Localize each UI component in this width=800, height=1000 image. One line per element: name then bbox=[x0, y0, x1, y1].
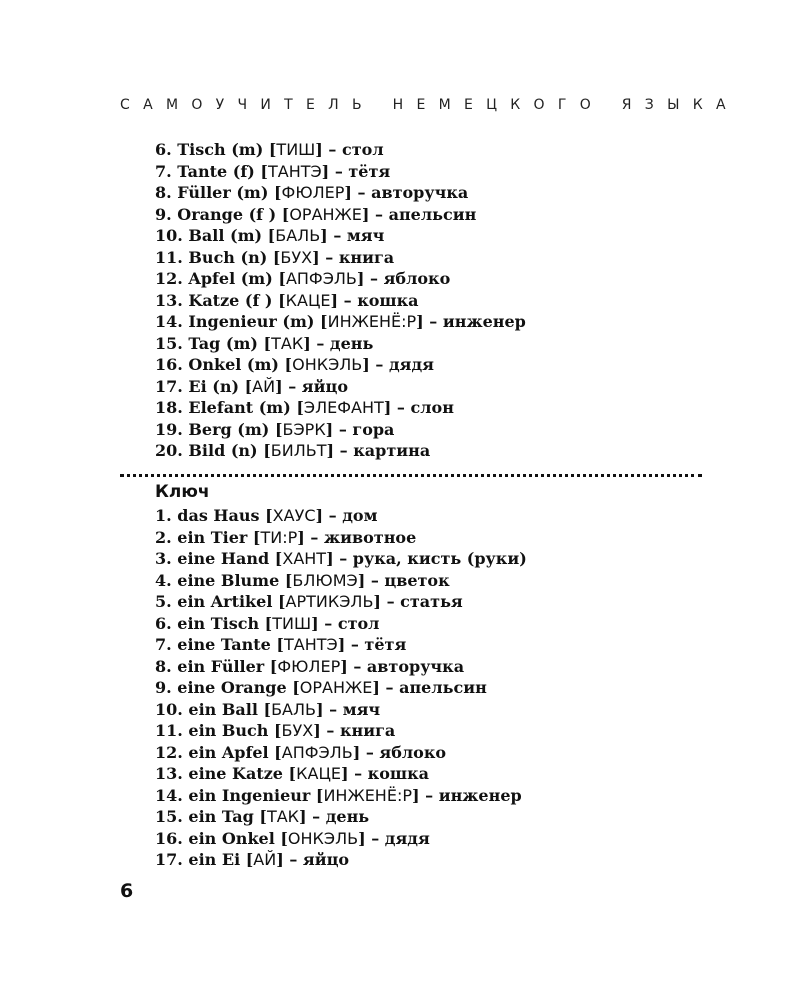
entry-meaning: ] – мяч bbox=[316, 699, 381, 719]
stressed-letter: А bbox=[283, 506, 295, 525]
transcription: ТИШ bbox=[276, 140, 316, 159]
stressed-letter: А bbox=[322, 678, 333, 697]
entry-word: 7. Tante (f) [ bbox=[155, 161, 268, 181]
key-entry bbox=[155, 806, 527, 828]
transcription: К bbox=[285, 290, 297, 310]
transcription: НКЭЛЬ bbox=[304, 355, 363, 374]
key-entry bbox=[155, 505, 527, 527]
entry-meaning: ] – тётя bbox=[321, 161, 391, 181]
dotted-separator bbox=[120, 474, 702, 477]
transcription: Т bbox=[284, 635, 294, 654]
entry-word: 2. ein Tier [ bbox=[155, 527, 261, 547]
transcription: НЖЕ bbox=[333, 678, 373, 697]
stressed-letter: А bbox=[281, 742, 293, 762]
entry-meaning: ] – дядя bbox=[358, 828, 430, 848]
vocab-entry bbox=[155, 139, 526, 161]
entry-word: 10. ein Ball [ bbox=[155, 699, 272, 719]
transcription: БУХ bbox=[281, 721, 314, 740]
entry-meaning: ] – авторучка bbox=[340, 656, 465, 676]
entry-word: 15. Tag (m) [ bbox=[155, 333, 272, 353]
stressed-letter: Ю bbox=[295, 183, 313, 202]
entry-word: 13. eine Katze [ bbox=[155, 764, 297, 783]
stressed-letter: И bbox=[315, 592, 328, 611]
stressed-letter: О bbox=[292, 355, 305, 374]
key-entry bbox=[155, 828, 527, 850]
running-header: САМОУЧИТЕЛЬ НЕМЕЦКОГО ЯЗЫКА bbox=[120, 97, 739, 113]
transcription: ЦЕ bbox=[307, 290, 331, 310]
transcription: МЭ bbox=[332, 570, 358, 590]
transcription: АЙ bbox=[252, 376, 276, 396]
vocab-entry bbox=[155, 182, 526, 204]
transcription: ЛЕР bbox=[312, 183, 345, 202]
answer-key-list bbox=[155, 505, 527, 871]
entry-meaning: ] – день bbox=[299, 807, 370, 826]
stressed-letter: А bbox=[307, 764, 319, 783]
transcription: БИЛЬТ bbox=[270, 441, 327, 460]
entry-meaning: ] – кошка bbox=[330, 290, 419, 310]
key-heading: Ключ bbox=[155, 482, 210, 502]
transcription: К bbox=[296, 764, 308, 783]
entry-word: 1. das Haus [ bbox=[155, 506, 273, 525]
stressed-letter: О bbox=[287, 828, 301, 848]
entry-meaning: ] – кошка bbox=[340, 764, 430, 783]
vocab-entry bbox=[155, 204, 526, 226]
entry-word: 17. ein Ei [ bbox=[155, 850, 254, 869]
key-entry bbox=[155, 527, 527, 549]
entry-word: 13. Katze (f ) [ bbox=[155, 290, 286, 310]
entry-meaning: ] – дом bbox=[315, 506, 378, 525]
key-entry bbox=[155, 634, 527, 656]
transcription: :Р bbox=[401, 312, 417, 331]
transcription: БЛ bbox=[292, 570, 316, 590]
entry-meaning: ] – тётя bbox=[337, 635, 407, 654]
vocab-entry bbox=[155, 354, 526, 376]
transcription: ОР bbox=[289, 204, 312, 224]
transcription: НТ bbox=[361, 398, 384, 417]
key-entry bbox=[155, 720, 527, 742]
key-entry bbox=[155, 785, 527, 807]
vocab-entry bbox=[155, 419, 526, 441]
entry-word: 14. Ingenieur (m) [ bbox=[155, 312, 328, 331]
transcription: ИНЖЕН bbox=[327, 312, 391, 331]
key-entry bbox=[155, 742, 527, 764]
transcription: ЛЕР bbox=[308, 656, 341, 676]
vocab-entry bbox=[155, 333, 526, 355]
entry-meaning: ] – картина bbox=[326, 441, 431, 460]
entry-word: 9. Orange (f ) [ bbox=[155, 204, 290, 224]
stressed-letter: А bbox=[351, 398, 362, 417]
transcription: АРТ bbox=[285, 592, 316, 611]
vocab-entry bbox=[155, 311, 526, 333]
transcription: Т bbox=[267, 161, 278, 181]
vocab-entry bbox=[155, 440, 526, 462]
transcription: БАЛЬ bbox=[275, 226, 321, 245]
stressed-letter: Ё bbox=[386, 785, 397, 805]
transcription: НКЭЛЬ bbox=[300, 828, 359, 848]
transcription: ОР bbox=[299, 678, 323, 697]
entry-word: 18. Elefant (m) [ bbox=[155, 398, 304, 417]
entry-word: 3. eine Hand [ bbox=[155, 549, 283, 568]
entry-meaning: ] – книга bbox=[313, 721, 396, 740]
entry-word: 16. ein Onkel [ bbox=[155, 828, 288, 848]
key-entry bbox=[155, 656, 527, 678]
entry-meaning: ] – апельсин bbox=[372, 678, 487, 697]
transcription: ХАНТ bbox=[282, 549, 327, 568]
key-entry bbox=[155, 548, 527, 570]
entry-meaning: ] – авторучка bbox=[344, 183, 469, 202]
transcription: БЭРК bbox=[282, 419, 326, 439]
key-entry bbox=[155, 591, 527, 613]
key-entry bbox=[155, 613, 527, 635]
entry-word: 7. eine Tante [ bbox=[155, 635, 284, 654]
entry-word: 17. Ei (n) [ bbox=[155, 376, 253, 396]
entry-meaning: ] – статья bbox=[373, 592, 463, 611]
entry-meaning: ] – яблоко bbox=[356, 269, 451, 288]
transcription: ТИ:Р bbox=[260, 527, 298, 547]
entry-word: 6. Tisch (m) [ bbox=[155, 140, 277, 159]
transcription: Х bbox=[272, 506, 284, 525]
stressed-letter: А bbox=[277, 161, 289, 181]
entry-meaning: ] – яйцо bbox=[275, 376, 348, 396]
stressed-letter: Ю bbox=[315, 570, 333, 590]
key-entry bbox=[155, 570, 527, 592]
transcription: :Р bbox=[396, 785, 412, 805]
entry-meaning: ] – инженер bbox=[416, 312, 526, 331]
entry-meaning: ] – стол bbox=[311, 613, 380, 633]
entry-word: 12. ein Apfel [ bbox=[155, 742, 282, 762]
transcription: ТАК bbox=[266, 807, 300, 826]
transcription: БУХ bbox=[280, 247, 313, 267]
key-entry bbox=[155, 699, 527, 721]
entry-word: 15. ein Tag [ bbox=[155, 807, 267, 826]
entry-meaning: ] – книга bbox=[312, 247, 395, 267]
transcription: НТЭ bbox=[288, 161, 322, 181]
page-number: 6 bbox=[120, 880, 134, 902]
entry-word: 14. ein Ingenieur [ bbox=[155, 785, 324, 805]
entry-meaning: ] – апельсин bbox=[361, 204, 477, 224]
transcription: АЙ bbox=[253, 850, 277, 869]
vocab-entry bbox=[155, 376, 526, 398]
entry-meaning: ] – яблоко bbox=[352, 742, 447, 762]
entry-word: 11. ein Buch [ bbox=[155, 721, 282, 740]
entry-word: 16. Onkel (m) [ bbox=[155, 355, 293, 374]
stressed-letter: А bbox=[293, 635, 305, 654]
transcription: ИНЖЕН bbox=[323, 785, 387, 805]
entry-word: 8. ein Füller [ bbox=[155, 656, 278, 676]
vocab-entry bbox=[155, 247, 526, 269]
entry-word: 20. Bild (n) [ bbox=[155, 441, 271, 460]
entry-word: 4. eine Blume [ bbox=[155, 570, 293, 590]
vocab-entry bbox=[155, 225, 526, 247]
transcription: ТАК bbox=[271, 333, 304, 353]
transcription: ТИШ bbox=[272, 613, 312, 633]
transcription: БАЛЬ bbox=[271, 699, 316, 719]
entry-word: 11. Buch (n) [ bbox=[155, 247, 281, 267]
transcription: Ф bbox=[277, 656, 292, 676]
entry-meaning: ] – слон bbox=[383, 398, 454, 417]
key-entry bbox=[155, 849, 527, 871]
key-entry bbox=[155, 763, 527, 785]
entry-word: 5. ein Artikel [ bbox=[155, 592, 286, 611]
stressed-letter: А bbox=[285, 269, 297, 288]
stressed-letter: А bbox=[311, 204, 323, 224]
entry-meaning: ] – мяч bbox=[320, 226, 385, 245]
entry-meaning: ] – животное bbox=[297, 527, 417, 547]
entry-meaning: ] – дядя bbox=[362, 355, 434, 374]
entry-meaning: ] – стол bbox=[315, 140, 384, 159]
entry-meaning: ] – гора bbox=[325, 419, 395, 439]
entry-word: 10. Ball (m) [ bbox=[155, 226, 276, 245]
key-entry bbox=[155, 677, 527, 699]
entry-word: 8. Füller (m) [ bbox=[155, 183, 282, 202]
entry-meaning: ] – инженер bbox=[411, 785, 522, 805]
entry-word: 9. eine Orange [ bbox=[155, 678, 300, 697]
transcription: УС bbox=[294, 506, 316, 525]
entry-meaning: ] – рука, кисть (руки) bbox=[326, 549, 527, 568]
transcription: Ф bbox=[281, 183, 296, 202]
transcription: ПФЭЛЬ bbox=[292, 742, 353, 762]
transcription: НТЭ bbox=[304, 635, 338, 654]
stressed-letter: Ю bbox=[291, 656, 309, 676]
vocab-entry bbox=[155, 161, 526, 183]
stressed-letter: А bbox=[297, 290, 308, 310]
vocabulary-list bbox=[155, 139, 526, 462]
entry-word: 19. Berg (m) [ bbox=[155, 419, 283, 439]
vocab-entry bbox=[155, 290, 526, 312]
vocab-entry bbox=[155, 268, 526, 290]
entry-meaning: ] – яйцо bbox=[276, 850, 350, 869]
entry-meaning: ] – день bbox=[303, 333, 374, 353]
transcription: КЭЛЬ bbox=[327, 592, 374, 611]
stressed-letter: Ё bbox=[391, 312, 402, 331]
transcription: ЭЛЕФ bbox=[303, 398, 352, 417]
entry-meaning: ] – цветок bbox=[357, 570, 450, 590]
entry-word: 6. ein Tisch [ bbox=[155, 613, 273, 633]
entry-word: 12. Apfel (m) [ bbox=[155, 269, 286, 288]
vocab-entry bbox=[155, 397, 526, 419]
transcription: ПФЭЛЬ bbox=[296, 269, 357, 288]
transcription: НЖЕ bbox=[322, 204, 362, 224]
transcription: ЦЕ bbox=[318, 764, 341, 783]
